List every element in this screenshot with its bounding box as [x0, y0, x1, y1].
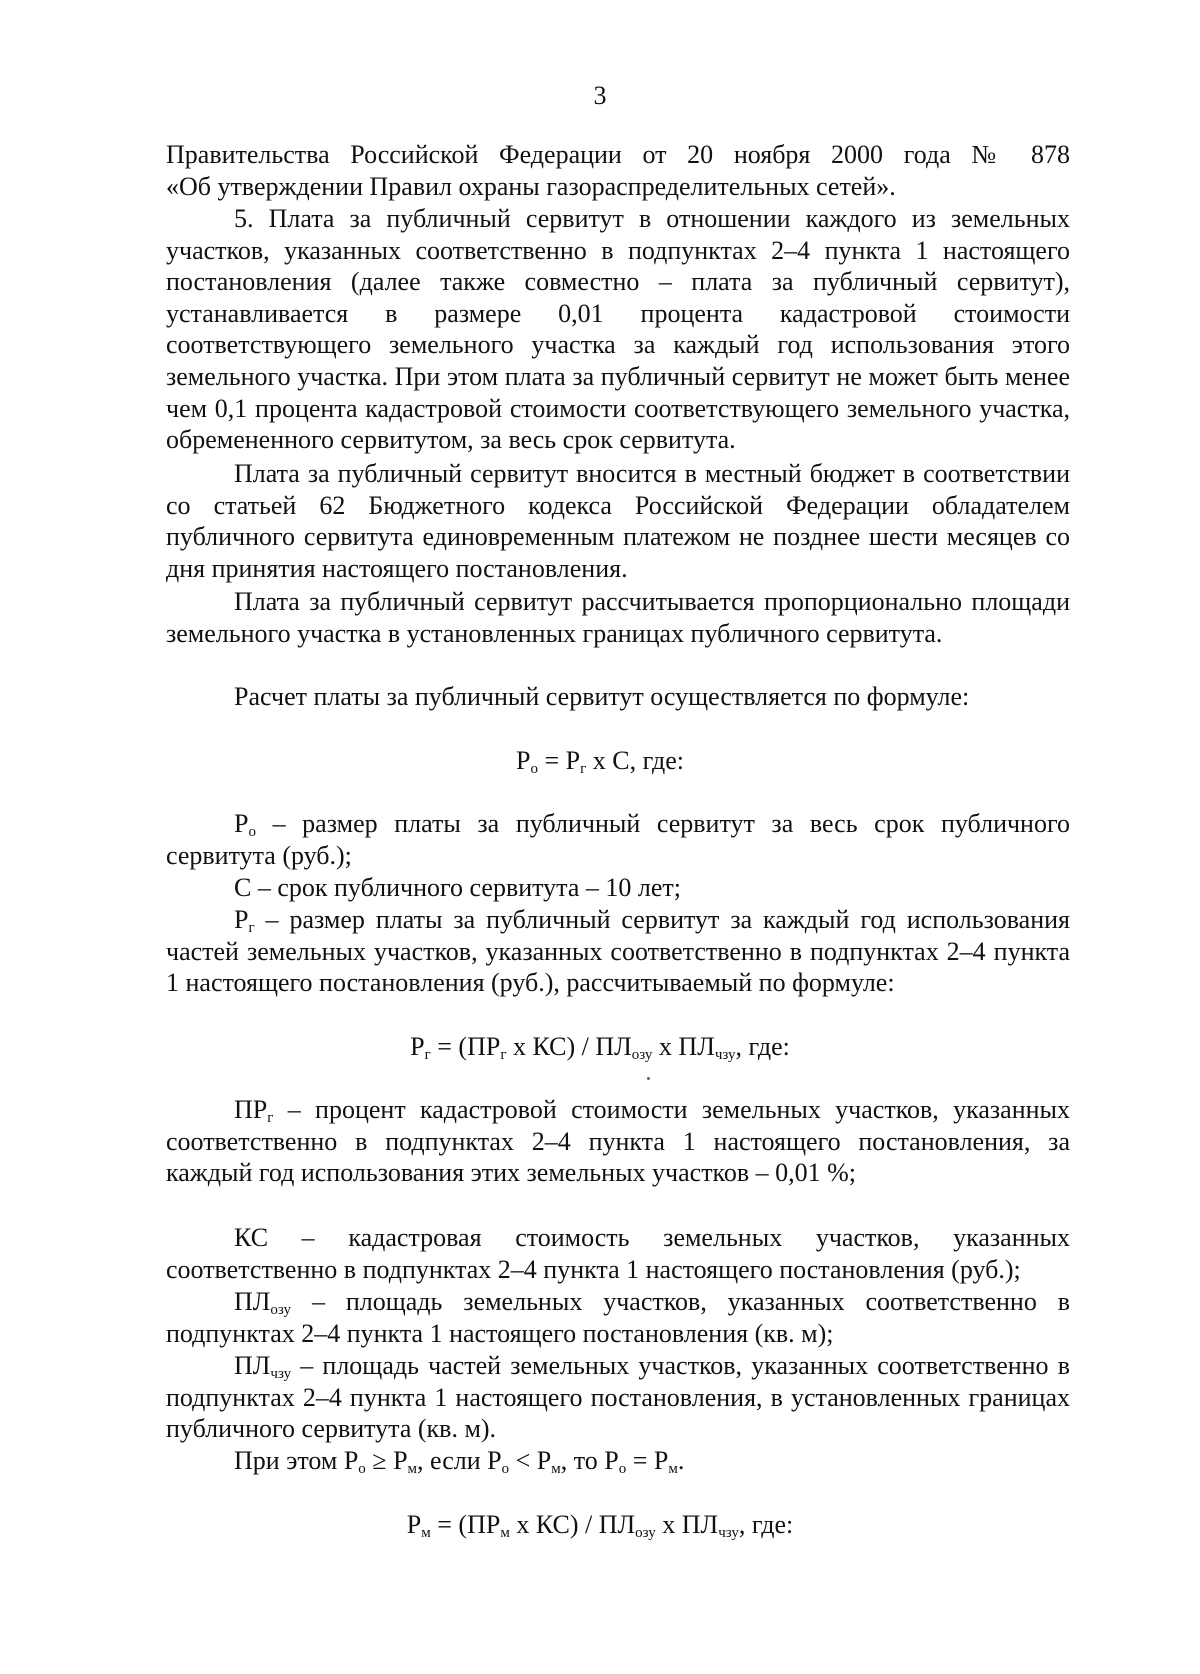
formula-1: $Р_о = Р_г$ х С, где:	[516, 746, 684, 777]
definition-pg: $Р_г$ – размер платы за публичный сервитут за каждый год использования частей земельных участков, указанных соответственно в подпунктах 2–4 пункта 1 настоящего постановления (руб.), рассчитываемый по формуле:	[166, 905, 1070, 998]
continuation-line-2: «Об утверждении Правил охраны газораспределительных сетей».	[166, 171, 896, 201]
paragraph-proportional	[166, 586, 1070, 649]
condition-line: При этом $Р_о \ge Р_м$, если $Р_о < Р_м$, то $Р_о = Р_м$.	[234, 1446, 685, 1477]
formula-intro-text: Расчет платы за публичный сервитут осуществляется по формуле:	[234, 682, 970, 711]
paragraph-5	[166, 203, 1070, 456]
scan-speck	[647, 1077, 650, 1080]
paragraph-budget	[166, 458, 1070, 584]
definition-c: С – срок публичного сервитута – 10 лет;	[234, 873, 681, 902]
paragraph-formula-intro	[166, 681, 1070, 713]
continuation-line-1: Правительства Российской Федерации от 20 ноября 2000 года № 878	[166, 140, 1070, 169]
definition-ks: КС – кадастровая стоимость земельных участков, указанных соответственно в подпунктах 2–4 пункта 1 настоящего постановления (руб.);	[166, 1223, 1070, 1284]
continuation-block	[166, 139, 1070, 202]
page-number: 3	[593, 81, 607, 110]
paragraph-proportional-text: Плата за публичный сервитут рассчитывается пропорционально площади земельного участка в установленных границах публичного сервитута.	[166, 587, 1070, 648]
formula-3: $Р_м = (ПР_м$ х $КС) / ПЛ_{озу}$ х $ПЛ_{чзу}$, где:	[406, 1510, 794, 1541]
formula-2: $Р_г = (ПР_г$ х $КС) / ПЛ_{озу}$ х $ПЛ_{чзу}$, где:	[410, 1032, 790, 1063]
paragraph-5-text: 5. Плата за публичный сервитут в отношении каждого из земельных участков, указанных соответственно в подпунктах 2–4 пункта 1 настоящего постановления (далее также совместно – плата за публичный сервитут), устанавливается в размере 0,01 процента кадастровой стоимости соответствующего земельного участка за каждый год использования этого земельного участка. При этом плата за публичный сервитут не может быть менее чем 0,1 процента кадастровой стоимости соответствующего земельного участка, обремененного сервитутом, за весь срок сервитута.	[166, 204, 1070, 455]
definition-plozu: $ПЛ_{озу}$ – площадь земельных участков, указанных соответственно в подпунктах 2–4 пункта 1 настоящего постановления (кв. м);	[166, 1287, 1070, 1348]
definition-plchzu: $ПЛ_{чзу}$ – площадь частей земельных участков, указанных соответственно в подпунктах 2–4 пункта 1 настоящего постановления, в установленных границах публичного сервитута (кв. м).	[166, 1351, 1070, 1444]
definition-po: $Р_о$ – размер платы за публичный сервитут за весь срок публичного сервитута (руб.);	[166, 809, 1070, 870]
paragraph-budget-text: Плата за публичный сервитут вносится в местный бюджет в соответствии со статьей 62 Бюджетного кодекса Российской Федерации обладателем публичного сервитута единовременным платежом не позднее шести месяцев со дня принятия настоящего постановления.	[166, 459, 1070, 583]
definition-prg: $ПР_г$ – процент кадастровой стоимости земельных участков, указанных соответственно в подпунктах 2–4 пункта 1 настоящего постановления, за каждый год использования этих земельных участков – 0,01 %;	[166, 1095, 1070, 1188]
